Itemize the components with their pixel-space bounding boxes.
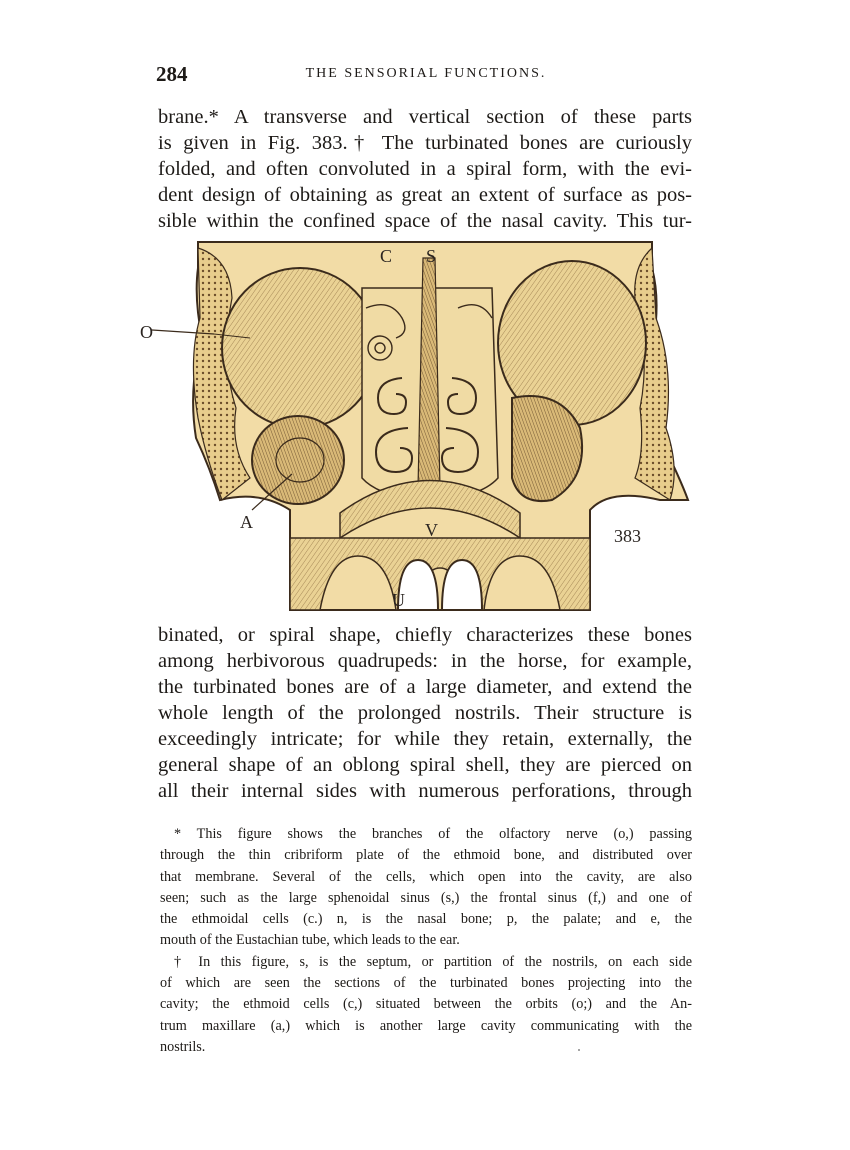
text-line: folded, and often convoluted in a spiral form, with the evi-: [158, 158, 692, 180]
footnote-line: the ethmoidal cells (c.) n, is the nasal bone; p, the palate; and e, the: [160, 911, 692, 928]
text-line: all their internal sides with numerous perforations, through: [158, 780, 692, 802]
text-line: is given in Fig. 383.† The turbinated bones are curiously: [158, 132, 692, 154]
text-line: exceedingly intricate; for while they retain, externally, the: [158, 728, 692, 750]
footnote-line: seen; such as the large sphenoidal sinus (s,) the frontal sinus (f,) and one of: [160, 889, 692, 906]
figure-label-u: U: [392, 590, 405, 610]
text-line: general shape of an oblong spiral shell, they are pierced on: [158, 754, 692, 776]
body-text-top: [158, 104, 692, 234]
paper-speck: [578, 1049, 580, 1051]
left-antrum: [252, 416, 344, 504]
footnote-line: cavity; the ethmoid cells (c,) situated between the orbits (o;) and the An-: [160, 996, 692, 1013]
footnote-line: nostrils.: [160, 1038, 206, 1055]
footnote-line: trum maxillare (a,) which is another large cavity communicating with the: [160, 1017, 692, 1034]
body-text-bottom: [158, 622, 692, 804]
anatomical-figure-383: [140, 238, 690, 616]
text-line: among herbivorous quadrupeds: in the horse, for example,: [158, 650, 692, 672]
text-line: brane.* A transverse and vertical section of these parts: [158, 106, 692, 128]
footnote-line: * This figure shows the branches of the olfactory nerve (o,) passing: [174, 826, 692, 842]
footnotes: [160, 824, 692, 1058]
page-number: 284: [156, 62, 188, 86]
left-orbit: [222, 268, 378, 428]
nasal-section-illustration: [140, 238, 690, 616]
footnote-line: † In this figure, s, is the septum, or partition of the nostrils, on each side: [174, 953, 692, 970]
footnote-line: of which are seen the sections of the turbinated bones projecting into the: [160, 975, 692, 992]
footnote-line: through the thin cribriform plate of the ethmoid bone, and distributed over: [160, 847, 692, 864]
figure-label-a: A: [240, 512, 253, 532]
text-line: dent design of obtaining as great an extent of surface as pos-: [158, 184, 692, 206]
figure-label-v: V: [425, 520, 438, 540]
figure-label-o: O: [140, 322, 153, 342]
footnote-line: that membrane. Several of the cells, which open into the cavity, are also: [160, 868, 692, 885]
figure-number: 383: [614, 526, 641, 546]
figure-label-s: S: [426, 246, 437, 266]
running-head: THE SENSORIAL FUNCTIONS.: [305, 66, 547, 81]
text-line: whole length of the prolonged nostrils. Their structure is: [158, 702, 692, 724]
figure-label-c: C: [380, 246, 393, 266]
page-header: [156, 62, 696, 90]
footnote-line: mouth of the Eustachian tube, which leads to the ear.: [160, 932, 460, 949]
text-line: binated, or spiral shape, chiefly characterizes these bones: [158, 624, 692, 646]
text-line: the turbinated bones are of a large diameter, and extend the: [158, 676, 692, 698]
text-line: sible within the confined space of the nasal cavity. This tur-: [158, 210, 692, 232]
